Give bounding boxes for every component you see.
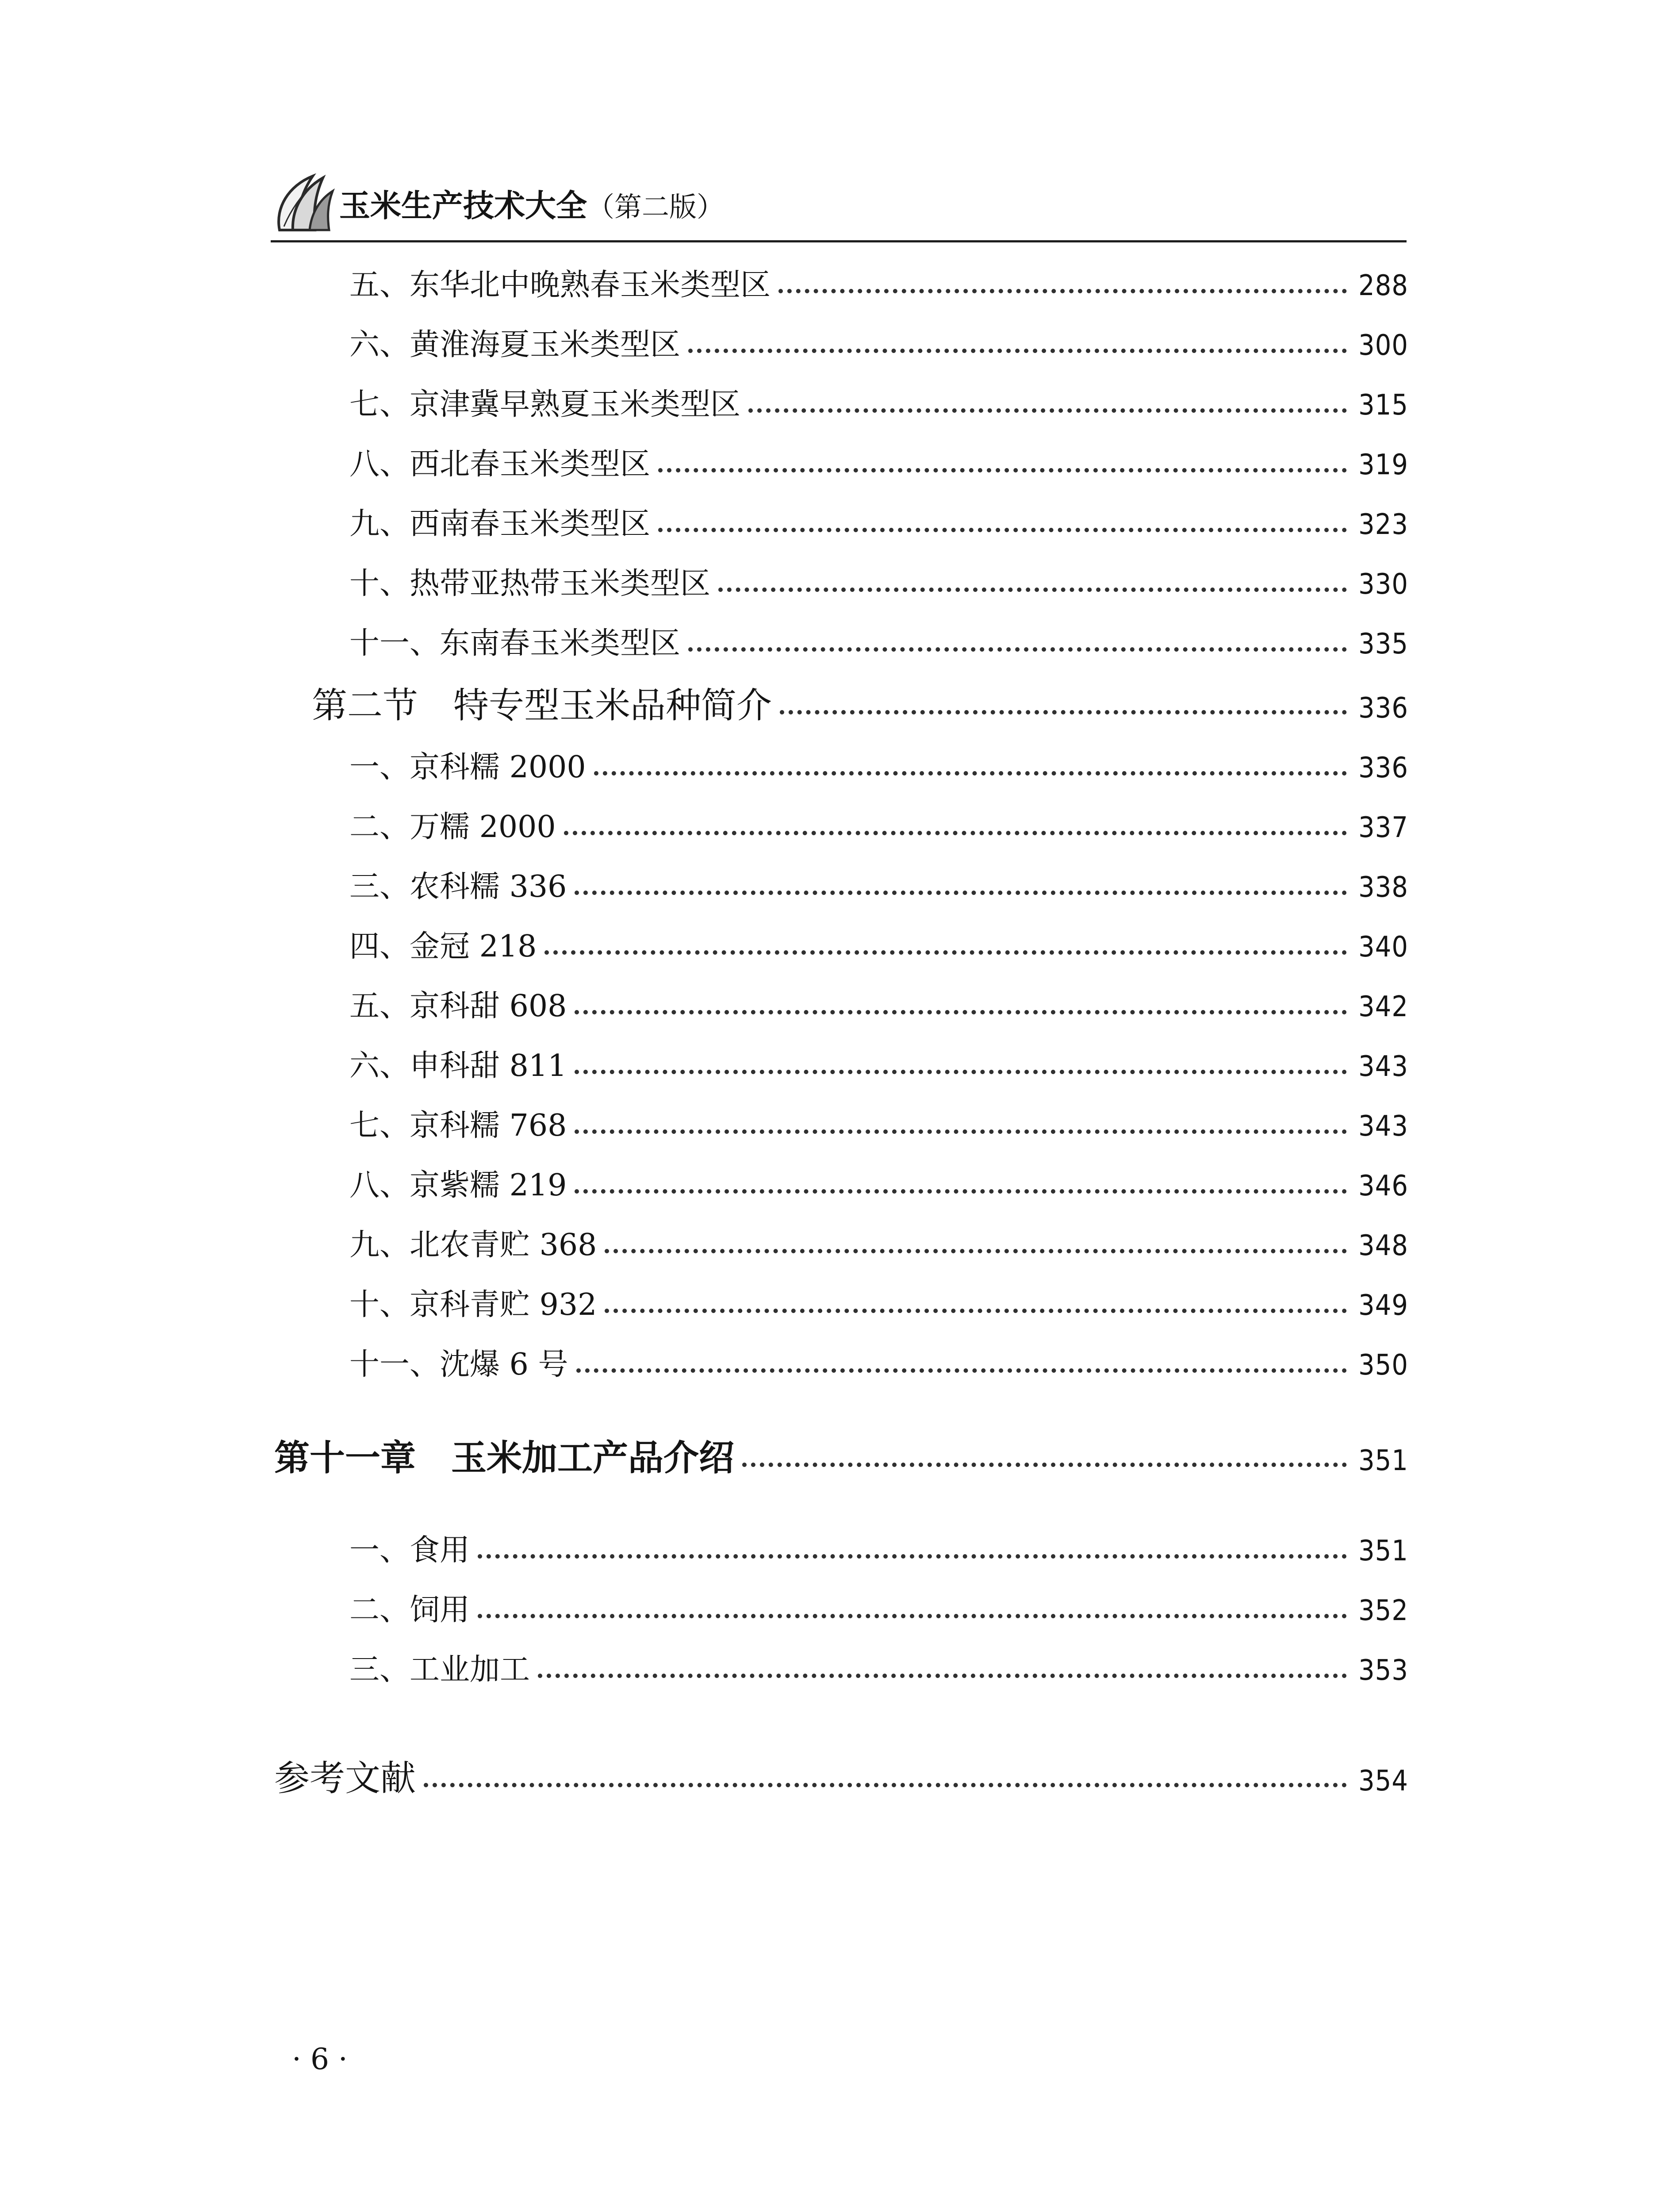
toc-entry bbox=[349, 323, 1408, 368]
dot-leader bbox=[564, 831, 1347, 835]
book-edition: （第二版） bbox=[587, 191, 724, 223]
toc-entry-title: 一、京科糯 2000 bbox=[349, 750, 586, 785]
toc-entry-title: 一、食用 bbox=[349, 1533, 470, 1568]
toc-entry bbox=[349, 1343, 1408, 1387]
dot-leader bbox=[575, 1070, 1347, 1074]
dot-leader bbox=[478, 1614, 1347, 1618]
dot-leader bbox=[605, 1309, 1347, 1313]
toc-entry-title: 六、申科甜 811 bbox=[349, 1048, 567, 1083]
toc-entry bbox=[349, 1588, 1408, 1633]
dot-leader bbox=[658, 528, 1347, 532]
toc-entry-page-number: 346 bbox=[1358, 1170, 1408, 1202]
toc-entry-title: 第二节 特专型玉米品种简介 bbox=[312, 685, 772, 726]
toc-entry-page-number: 349 bbox=[1358, 1289, 1408, 1322]
toc-entry-page-number: 336 bbox=[1358, 752, 1408, 784]
toc-entry bbox=[312, 681, 1408, 733]
toc-entry-title: 六、黄淮海夏玉米类型区 bbox=[349, 327, 681, 362]
toc-entry bbox=[349, 1044, 1408, 1089]
toc-entry-page-number: 330 bbox=[1358, 568, 1408, 601]
toc-entry-title: 参考文献 bbox=[274, 1758, 416, 1799]
toc-entry-page-number: 352 bbox=[1358, 1594, 1408, 1627]
book-title-text: 玉米生产技术大全 bbox=[339, 188, 587, 224]
toc-entry bbox=[274, 1754, 1408, 1805]
running-header bbox=[271, 159, 1407, 243]
toc-entry-title: 八、京紫糯 219 bbox=[349, 1168, 567, 1203]
dot-leader bbox=[594, 771, 1347, 776]
toc-entry bbox=[349, 805, 1408, 850]
toc-entry-page-number: 288 bbox=[1358, 269, 1408, 302]
toc-entry-page-number: 342 bbox=[1358, 991, 1408, 1023]
toc-entry-page-number: 351 bbox=[1358, 1444, 1408, 1477]
toc-entry-page-number: 336 bbox=[1358, 692, 1408, 725]
toc-entry-page-number: 300 bbox=[1358, 329, 1408, 362]
corn-leaf-logo-icon bbox=[271, 168, 337, 234]
dot-leader bbox=[538, 1674, 1347, 1678]
toc-entry bbox=[349, 1164, 1408, 1208]
dot-leader bbox=[688, 647, 1347, 652]
toc-entry-title: 八、西北春玉米类型区 bbox=[349, 447, 651, 482]
toc-entry-title: 第十一章 玉米加工产品介绍 bbox=[274, 1437, 734, 1479]
toc-entry-title: 五、东华北中晚熟春玉米类型区 bbox=[349, 268, 771, 303]
dot-leader bbox=[575, 891, 1347, 895]
toc-entry-title: 四、金冠 218 bbox=[349, 929, 537, 964]
dot-leader bbox=[748, 408, 1347, 413]
toc-entry-page-number: 323 bbox=[1358, 508, 1408, 541]
toc-entry bbox=[349, 1104, 1408, 1148]
book-title bbox=[339, 186, 724, 227]
toc-entry-page-number: 343 bbox=[1358, 1050, 1408, 1083]
toc-entry-page-number: 319 bbox=[1358, 449, 1408, 481]
page-number: · 6 · bbox=[292, 2042, 348, 2076]
toc-entry-title: 三、农科糯 336 bbox=[349, 869, 567, 904]
toc-entry-title: 九、北农青贮 368 bbox=[349, 1228, 597, 1263]
toc-entry bbox=[274, 1433, 1408, 1485]
toc-entry-title: 九、西南春玉米类型区 bbox=[349, 507, 651, 541]
toc-entry-page-number: 348 bbox=[1358, 1229, 1408, 1262]
toc-entry bbox=[349, 865, 1408, 910]
header-rule bbox=[271, 240, 1407, 242]
toc-entry-page-number: 338 bbox=[1358, 871, 1408, 904]
dot-leader bbox=[780, 710, 1347, 714]
dot-leader bbox=[718, 588, 1347, 592]
toc-entry bbox=[349, 984, 1408, 1029]
toc-entry-title: 二、万糯 2000 bbox=[349, 810, 556, 845]
dot-leader bbox=[478, 1554, 1347, 1559]
toc-entry-title: 十、京科青贮 932 bbox=[349, 1287, 597, 1322]
toc-entry-page-number: 354 bbox=[1358, 1765, 1408, 1797]
toc-entry bbox=[349, 383, 1408, 427]
toc-entry bbox=[349, 1223, 1408, 1268]
toc-entry-page-number: 343 bbox=[1358, 1110, 1408, 1143]
toc-entry-page-number: 337 bbox=[1358, 811, 1408, 844]
toc-entry-page-number: 351 bbox=[1358, 1535, 1408, 1567]
toc-entry-title: 十一、东南春玉米类型区 bbox=[349, 626, 681, 661]
toc-entry-page-number: 350 bbox=[1358, 1349, 1408, 1382]
dot-leader bbox=[424, 1783, 1347, 1787]
dot-leader bbox=[576, 1368, 1347, 1373]
dot-leader bbox=[544, 950, 1347, 955]
dot-leader bbox=[575, 1129, 1347, 1134]
toc-entry-title: 二、饲用 bbox=[349, 1593, 470, 1628]
dot-leader bbox=[778, 289, 1347, 293]
dot-leader bbox=[658, 468, 1347, 472]
toc-entry-page-number: 335 bbox=[1358, 628, 1408, 661]
toc-entry bbox=[349, 1283, 1408, 1328]
toc-entry-page-number: 340 bbox=[1358, 931, 1408, 964]
toc-entry-page-number: 315 bbox=[1358, 389, 1408, 422]
toc-entry-title: 七、京科糯 768 bbox=[349, 1108, 567, 1143]
toc-entry bbox=[349, 442, 1408, 487]
toc-entry bbox=[349, 263, 1408, 308]
toc-entry bbox=[349, 622, 1408, 666]
dot-leader bbox=[742, 1463, 1347, 1467]
toc-entry bbox=[349, 502, 1408, 547]
toc-entry-title: 十一、沈爆 6 号 bbox=[349, 1347, 568, 1382]
toc-entry-page-number: 353 bbox=[1358, 1654, 1408, 1687]
toc-entry bbox=[349, 562, 1408, 607]
toc-entry-title: 三、工业加工 bbox=[349, 1652, 530, 1687]
toc-entry bbox=[349, 1528, 1408, 1573]
toc-entry-title: 七、京津冀早熟夏玉米类型区 bbox=[349, 387, 741, 422]
dot-leader bbox=[575, 1010, 1347, 1014]
toc-entry-title: 十、热带亚热带玉米类型区 bbox=[349, 566, 711, 601]
dot-leader bbox=[605, 1249, 1347, 1253]
toc-entry-title: 五、京科甜 608 bbox=[349, 989, 567, 1024]
toc-entry bbox=[349, 745, 1408, 790]
dot-leader bbox=[575, 1189, 1347, 1194]
toc-entry bbox=[349, 1648, 1408, 1693]
toc-entry bbox=[349, 925, 1408, 969]
dot-leader bbox=[688, 349, 1347, 353]
